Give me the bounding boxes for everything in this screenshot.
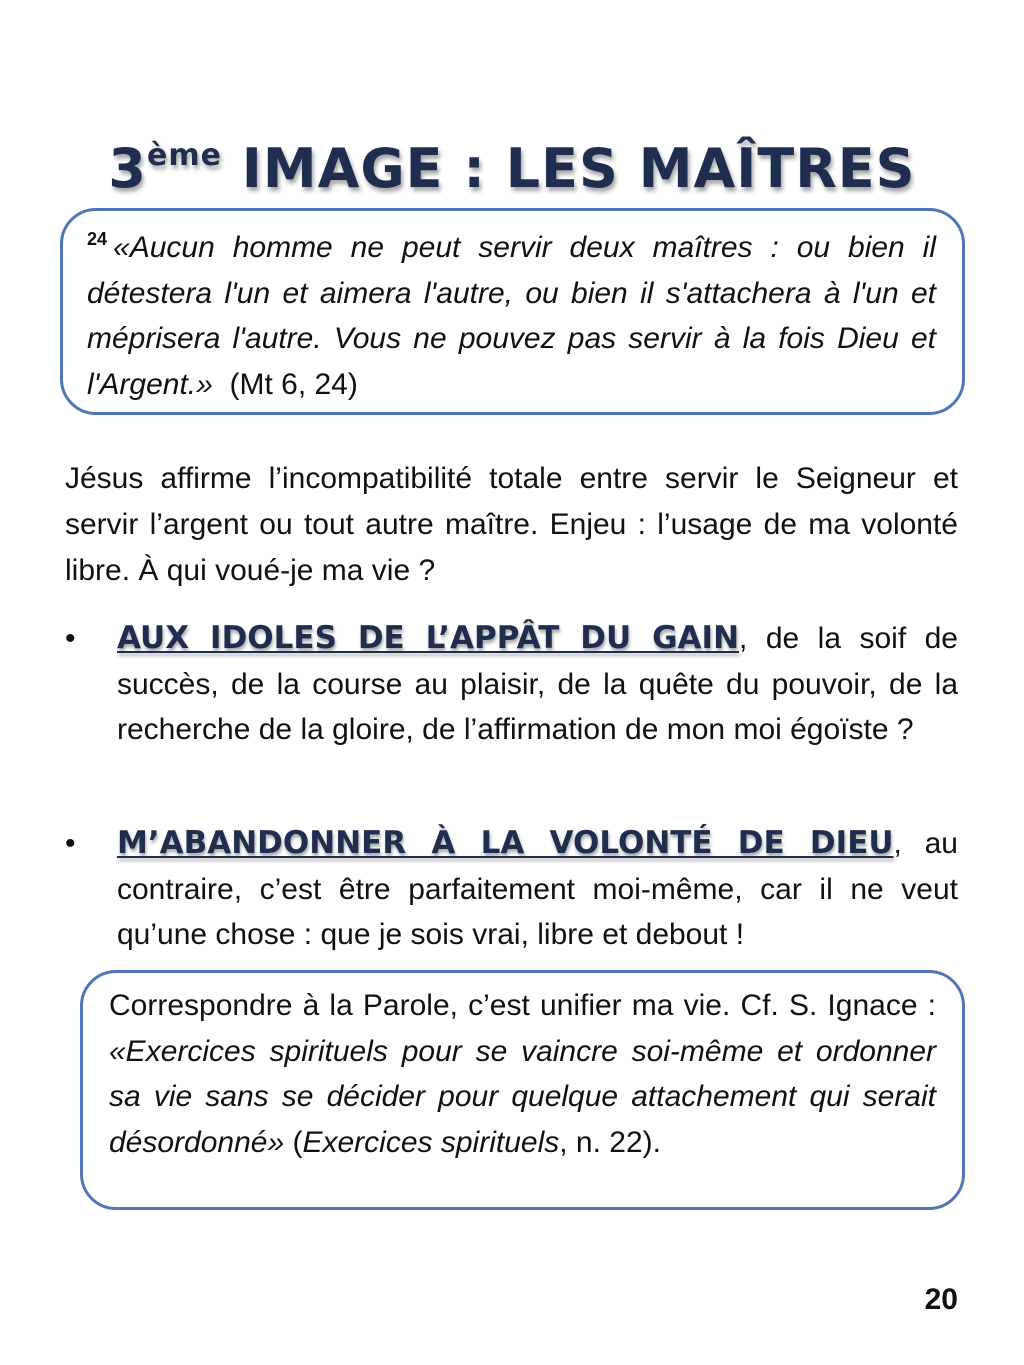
bullet-marker: • xyxy=(65,622,76,655)
title-number: 3 xyxy=(108,137,147,201)
bullet-item-abandon xyxy=(65,821,958,958)
intro-paragraph: Jésus affirme l’incompatibilité totale entre servir le Seigneur et servir l’argent ou tout autre maître. Enjeu : l’usage de ma volonté libre. À qui voué-je ma vie ? xyxy=(65,462,958,587)
title-text: IMAGE : LES MAÎTRES xyxy=(221,137,916,201)
ignatius-quote-box xyxy=(80,970,965,1210)
ignatius-ref-open: ( xyxy=(284,1125,303,1159)
bullet-text xyxy=(117,821,958,958)
scripture-quote-box xyxy=(60,208,965,415)
ignatius-lead: Correspondre à la Parole, c’est unifier ma vie. Cf. S. Ignace : xyxy=(109,989,936,1022)
ignatius-ref-title: Exercices spirituels xyxy=(302,1125,560,1159)
ignatius-quote xyxy=(109,983,936,1165)
quote-text: «Aucun homme ne peut servir deux maîtres : ou bien il détestera l'un et aimera l'autre, ou bien il s'attachera à l'un et méprisera l'autre. Vous ne pouvez pas servir à la fois Dieu et l'Argent.» xyxy=(87,231,936,401)
quote-reference: (Mt 6, 24) xyxy=(229,367,358,401)
ignatius-ref-close: , n. 22). xyxy=(559,1125,661,1159)
bullet-heading: M’ABANDONNER À LA VOLONTÉ DE DIEU xyxy=(117,825,894,861)
bullet-body: , de la soif de succès, de la course au plaisir, de la quête du pouvoir, de la recherche de la gloire, de l’affirmation de mon moi égoïste ? xyxy=(117,622,958,746)
bullet-item-idols xyxy=(65,616,958,753)
bullet-heading: AUX IDOLES DE L’APPÂT DU GAIN xyxy=(117,620,740,656)
ignatius-quote-text: «Exercices spirituels pour se vaincre soi-même et ordonner sa vie sans se décider pour quelque attachement qui serait désordonné» xyxy=(109,1034,936,1159)
page-number: 20 xyxy=(924,1283,958,1316)
scripture-quote xyxy=(87,225,936,407)
bullet-text xyxy=(117,616,958,753)
bullet-body: , au contraire, c’est être parfaitement moi-même, car il ne veut qu’une chose : que je sois vrai, libre et debout ! xyxy=(117,827,958,951)
title-suffix: ème xyxy=(146,138,222,174)
bullet-marker: • xyxy=(65,827,76,860)
verse-number: 24 xyxy=(87,229,108,249)
page-title xyxy=(0,136,1024,202)
